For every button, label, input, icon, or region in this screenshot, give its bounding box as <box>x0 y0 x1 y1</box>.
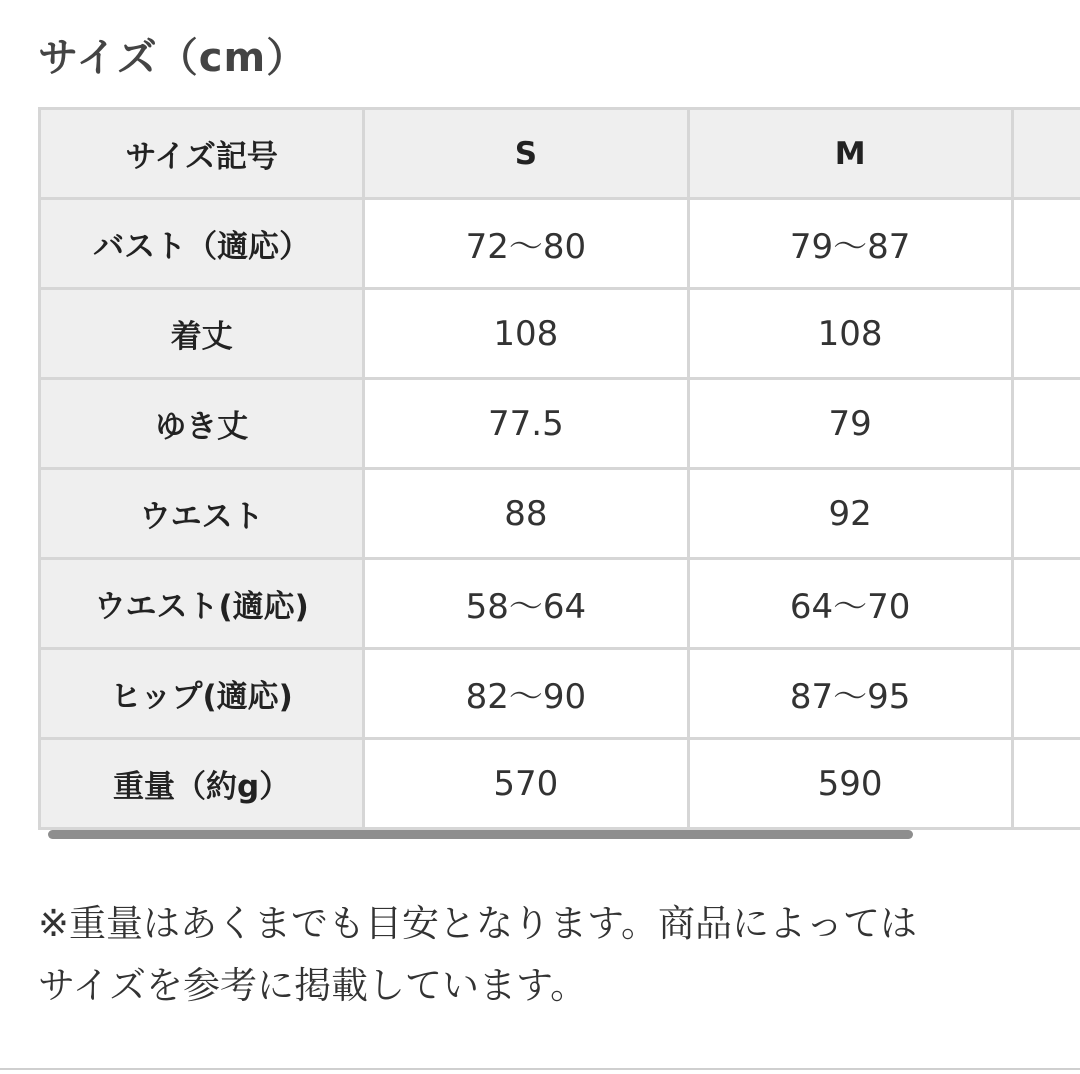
table-cell: 79〜87 <box>688 199 1012 289</box>
table-row <box>40 379 1080 469</box>
table-cell: 590 <box>688 739 1012 829</box>
size-table-scroll-container[interactable] <box>38 107 1080 852</box>
row-label: ゆき丈 <box>40 379 364 469</box>
table-cell <box>1012 379 1080 469</box>
table-cell: 72〜80 <box>364 199 688 289</box>
header-size-m: M <box>688 109 1012 199</box>
header-size-code: サイズ記号 <box>40 109 364 199</box>
section-title: サイズ（cm） <box>38 35 308 81</box>
table-row <box>40 469 1080 559</box>
table-cell: 82〜90 <box>364 649 688 739</box>
size-table <box>38 107 1080 830</box>
table-cell: 77.5 <box>364 379 688 469</box>
weight-note <box>38 893 1080 1017</box>
table-cell: 108 <box>364 289 688 379</box>
table-row <box>40 289 1080 379</box>
divider <box>0 1068 1080 1070</box>
row-label: 着丈 <box>40 289 364 379</box>
table-cell: 87〜95 <box>688 649 1012 739</box>
table-row <box>40 559 1080 649</box>
table-cell: 64〜70 <box>688 559 1012 649</box>
row-label: 重量（約g） <box>40 739 364 829</box>
table-cell: 58〜64 <box>364 559 688 649</box>
horizontal-scrollbar[interactable] <box>48 830 913 839</box>
table-cell: 108 <box>688 289 1012 379</box>
table-row <box>40 739 1080 829</box>
header-size-s: S <box>364 109 688 199</box>
table-cell: 88 <box>364 469 688 559</box>
row-label: ウエスト(適応) <box>40 559 364 649</box>
table-cell <box>1012 469 1080 559</box>
table-cell <box>1012 289 1080 379</box>
table-cell <box>1012 649 1080 739</box>
note-line-2: サイズを参考に掲載しています。 <box>38 964 588 1007</box>
table-header-row <box>40 109 1080 199</box>
note-line-1: ※重量はあくまでも目安となります。商品によっては <box>38 902 918 945</box>
table-row <box>40 199 1080 289</box>
table-cell <box>1012 739 1080 829</box>
row-label: ヒップ(適応) <box>40 649 364 739</box>
table-row <box>40 649 1080 739</box>
table-cell: 92 <box>688 469 1012 559</box>
header-size-next <box>1012 109 1080 199</box>
table-cell: 570 <box>364 739 688 829</box>
table-cell <box>1012 559 1080 649</box>
row-label: バスト（適応） <box>40 199 364 289</box>
table-cell: 79 <box>688 379 1012 469</box>
row-label: ウエスト <box>40 469 364 559</box>
table-cell <box>1012 199 1080 289</box>
